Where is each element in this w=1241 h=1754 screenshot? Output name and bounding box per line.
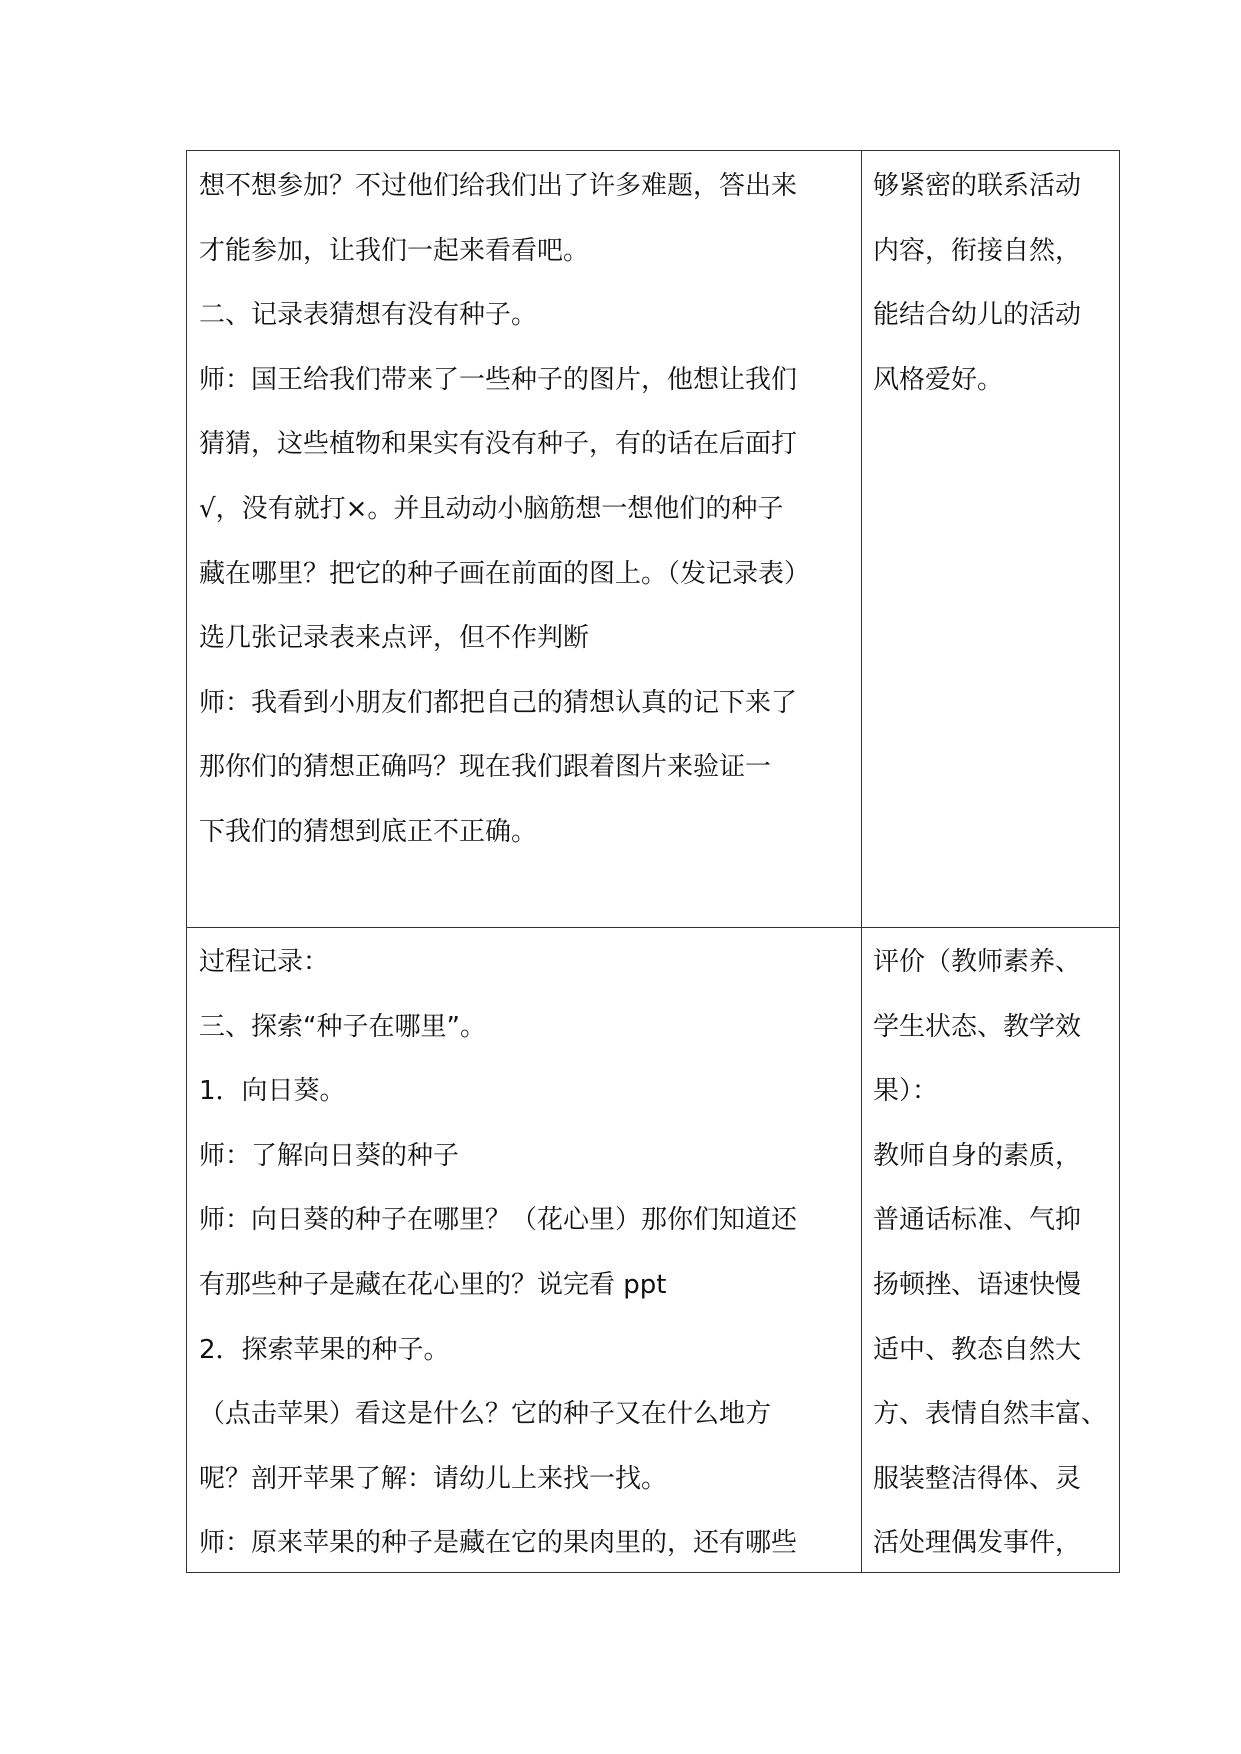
text-line: 才能参加，让我们一起来看看吧。	[199, 235, 590, 266]
row-divider	[187, 927, 1119, 928]
text-line: 师：了解向日葵的种子	[199, 1140, 460, 1171]
text-line: 能结合幼儿的活动	[873, 300, 1082, 331]
text-line: 普通话标准、气抑	[873, 1205, 1082, 1236]
text-line: 教师自身的素质，	[873, 1140, 1082, 1171]
text-line: 服装整洁得体、灵	[873, 1463, 1082, 1494]
text-line: 果）：	[873, 1076, 939, 1107]
text-line: 师：向日葵的种子在哪里？（花心里）那你们知道还	[199, 1205, 798, 1236]
text-line: 过程记录：	[199, 947, 330, 977]
text-line: 猜猜，这些植物和果实有没有种子，有的话在后面打	[199, 429, 798, 460]
text-line: 方、表情自然丰富、	[873, 1399, 1108, 1430]
text-line: 适中、教态自然大	[873, 1334, 1082, 1365]
text-line: √，没有就打×。并且动动小脑筋想一想他们的种子	[199, 493, 784, 524]
text-line: 活处理偶发事件，	[873, 1528, 1082, 1559]
text-line: 那你们的猜想正确吗？现在我们跟着图片来验证一	[199, 752, 772, 783]
text-line: 有那些种子是藏在花心里的？说完看 ppt	[199, 1269, 667, 1300]
text-line: 呢？剖开苹果了解：请幼儿上来找一找。	[199, 1463, 668, 1494]
text-line: 二、记录表猜想有没有种子。	[199, 300, 538, 331]
text-line: 藏在哪里？把它的种子画在前面的图上。（发记录表）	[199, 558, 811, 589]
row2-evaluation-cell	[873, 930, 1111, 1576]
lesson-table	[186, 150, 1120, 1573]
text-line: 想不想参加？不过他们给我们出了许多难题，答出来	[199, 171, 798, 201]
text-line: 2．探索苹果的种子。	[199, 1334, 450, 1365]
text-line: 三、探索“种子在哪里”。	[199, 1011, 486, 1042]
text-line: 扬顿挫、语速快慢	[873, 1269, 1082, 1300]
text-line: 师：原来苹果的种子是藏在它的果肉里的，还有哪些	[199, 1528, 798, 1559]
row1-comment-cell	[873, 154, 1111, 412]
text-line: 选几张记录表来点评，但不作判断	[199, 623, 590, 654]
text-line: 学生状态、教学效	[873, 1011, 1082, 1042]
text-line: 下我们的猜想到底正不正确。	[199, 816, 538, 847]
column-divider	[861, 151, 862, 1572]
text-line: 内容，衔接自然，	[873, 235, 1082, 266]
text-line: 师：国王给我们带来了一些种子的图片，他想让我们	[199, 364, 798, 395]
text-line: 够紧密的联系活动	[873, 171, 1082, 201]
row2-process-record-cell	[199, 930, 855, 1576]
text-line: 师：我看到小朋友们都把自己的猜想认真的记下来了	[199, 687, 798, 718]
text-line: 评价（教师素养、	[873, 947, 1082, 977]
row1-content-cell	[199, 154, 855, 865]
text-line: （点击苹果）看这是什么？它的种子又在什么地方	[199, 1399, 772, 1430]
text-line: 风格爱好。	[873, 364, 1004, 395]
text-line: 1．向日葵。	[199, 1076, 346, 1107]
